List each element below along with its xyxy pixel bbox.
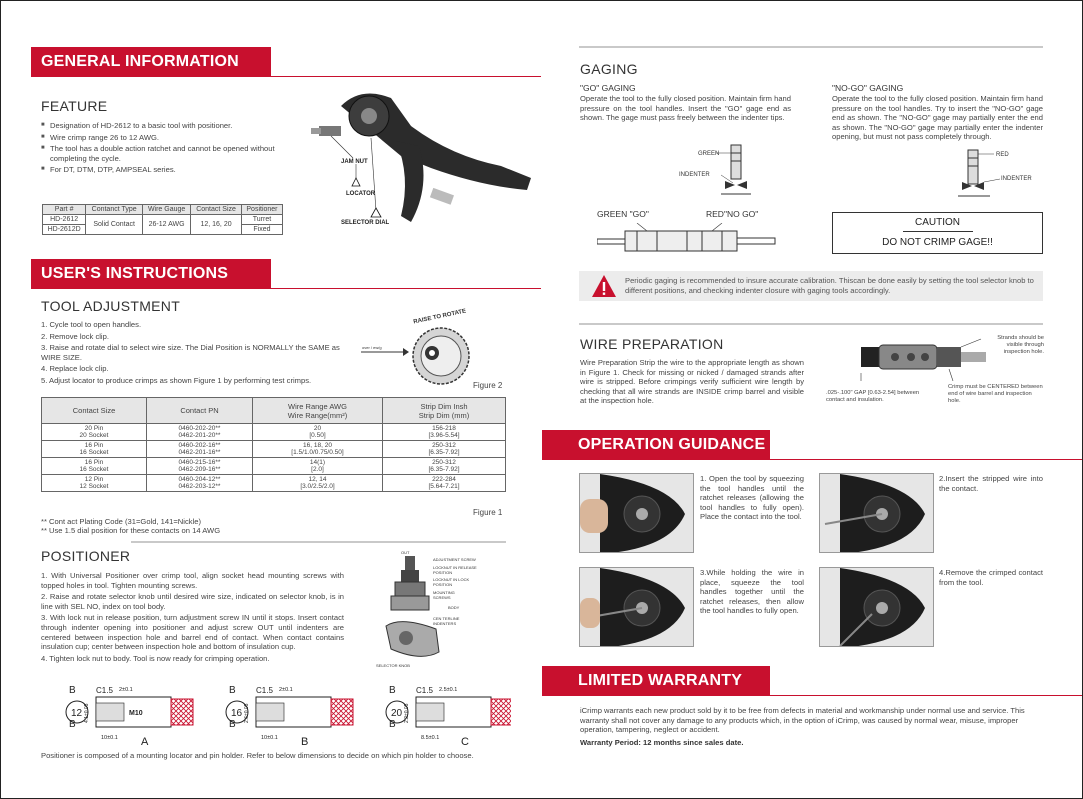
pos-label: ADJUSTMENT SCREW bbox=[433, 557, 476, 562]
feature-title: FEATURE bbox=[41, 98, 108, 114]
pin-holder-drawings bbox=[41, 681, 511, 746]
pos-label: LOCKNUT IN LOCK POSITION bbox=[433, 577, 470, 587]
pin-holder-b bbox=[226, 685, 353, 746]
table-cell: 20 [0.50] bbox=[253, 424, 383, 441]
raise-to-rotate-label: RAISE TO ROTATE bbox=[412, 308, 467, 326]
section-mark: B bbox=[389, 719, 396, 730]
general-information-title: GENERAL INFORMATION bbox=[41, 53, 239, 70]
banner-rule bbox=[770, 695, 1083, 696]
tool-adjustment-steps bbox=[41, 320, 341, 388]
positioner-drawing bbox=[381, 554, 441, 669]
thread-label: M10 bbox=[129, 710, 143, 717]
pin-number: 12 bbox=[71, 708, 83, 719]
step-1-photo bbox=[579, 473, 694, 553]
dial-arrow bbox=[361, 348, 409, 356]
thickness-label: 2.5±0.1 bbox=[439, 687, 458, 693]
banner-rule bbox=[271, 288, 541, 289]
table-cell: HD-2612D bbox=[43, 225, 86, 235]
section-mark: B bbox=[69, 719, 76, 730]
footnote: ** Cont act Plating Code (31=Gold, 141=Nickle) bbox=[41, 517, 201, 526]
crimp-note: Crimp must be CENTERED between end of wire barrel and inspection hole. bbox=[948, 384, 1043, 404]
gaging-notice bbox=[579, 271, 1043, 301]
feature-item: ■ Designation of HD-2612 to a basic tool with positioner. bbox=[41, 121, 286, 131]
general-information-banner bbox=[31, 47, 271, 77]
users-instructions-banner bbox=[31, 259, 271, 289]
pin-number: 20 bbox=[391, 708, 403, 719]
table-header: Contact Size bbox=[191, 205, 242, 215]
adjust-step: 3. Raise and rotate dial to select wire size. The Dial Position is NORMALLY the SAME as WIRE SIZE. bbox=[41, 343, 340, 362]
pin-letter: B bbox=[301, 736, 309, 746]
operation-guidance-banner bbox=[542, 430, 770, 460]
pos-label-out: OUT bbox=[401, 550, 410, 555]
diameter-label: 2.2±0.05 bbox=[404, 703, 410, 723]
table-cell: 0460-204-12** 0462-203-12** bbox=[147, 475, 253, 492]
table-header: Contact PN bbox=[147, 398, 253, 424]
positioner-step: 1. With Universal Positioner over crimp tool, align socket head mounting screws with topped holes in tool. Tighten mounting screws. bbox=[41, 571, 344, 590]
table-cell: 0460-202-16** 0462-201-16** bbox=[147, 441, 253, 458]
table-header: Contanct Type bbox=[86, 205, 143, 215]
warranty-period: Warranty Period: 12 months since sales date. bbox=[580, 738, 744, 747]
limited-warranty-banner bbox=[542, 666, 770, 696]
table-row bbox=[42, 475, 506, 492]
limited-warranty-title: LIMITED WARRANTY bbox=[578, 672, 743, 689]
pin-letter: C bbox=[461, 736, 469, 746]
locator-label: LOCATOR bbox=[346, 191, 376, 197]
table-cell: Solid Contact bbox=[86, 215, 143, 235]
caution-title: CAUTION bbox=[903, 217, 973, 232]
caution-text: DO NOT CRIMP GAGE!! bbox=[882, 237, 993, 248]
section-rule bbox=[579, 46, 1043, 48]
step-4-text: 4.Remove the crimped contact from the tool. bbox=[939, 568, 1043, 587]
step-4-photo bbox=[819, 567, 934, 647]
table-cell: Fixed bbox=[241, 225, 282, 235]
table-header: Positioner bbox=[241, 205, 282, 215]
operation-guidance-title: OPERATION GUIDANCE bbox=[578, 436, 766, 453]
contact-wire-drawing bbox=[851, 331, 991, 381]
red-nogo-label: RED"NO GO" bbox=[706, 209, 759, 219]
adjust-step: 4. Replace lock clip. bbox=[41, 364, 109, 374]
chamfer-label: C1.5 bbox=[96, 686, 113, 695]
table-cell: 26-12 AWG bbox=[143, 215, 191, 235]
step-3-photo bbox=[579, 567, 694, 647]
feature-item: ■ For DT, DTM, DTP, AMPSEAL series. bbox=[41, 165, 286, 175]
caution-box bbox=[832, 212, 1043, 254]
gage-rod-drawing bbox=[597, 223, 777, 259]
step-2-text: 2.Insert the stripped wire into the contact. bbox=[939, 474, 1043, 493]
table-row bbox=[42, 458, 506, 475]
selector-dial-label: SELECTOR DIAL bbox=[341, 220, 390, 226]
table-cell: 222-284 [5.64-7.21] bbox=[383, 475, 506, 492]
table-row bbox=[42, 441, 506, 458]
figure-1-caption: Figure 1 bbox=[473, 508, 503, 517]
table-cell: 250-312 [6.35-7.92] bbox=[383, 458, 506, 475]
diameter-label: 2.6±0.05 bbox=[244, 703, 250, 723]
go-gage-drawing bbox=[691, 141, 761, 201]
diameter-label: 4.1±0.05 bbox=[84, 703, 90, 723]
wire-preparation-title: WIRE PREPARATION bbox=[580, 336, 724, 352]
table-cell: 250-312 [6.35-7.92] bbox=[383, 441, 506, 458]
strands-note: Strands should be visible through inspection hole. bbox=[997, 335, 1044, 355]
go-gaging-text: Operate the tool to the fully closed position. Maintain firm hand pressure on the tool handles. Insert the "GO" gage end as shown. The gage must pass freely between the indenter tips. bbox=[580, 94, 791, 123]
selector-dial-drawing bbox=[406, 319, 476, 389]
section-mark: B bbox=[69, 685, 76, 696]
positioner-step: 4. Tighten lock nut to body. Tool is now ready for crimping operation. bbox=[41, 653, 270, 663]
pos-label: CEN TERLINE INDENTERS bbox=[433, 616, 460, 626]
crimp-tool-drawing bbox=[301, 86, 541, 236]
warning-icon bbox=[591, 274, 617, 298]
dial-arrow-label: over / ew/g bbox=[362, 345, 382, 350]
table-cell: 0460-202-20** 0462-201-20** bbox=[147, 424, 253, 441]
thickness-label: 2±0.1 bbox=[119, 687, 133, 693]
pos-label: MOUNTING SCREWS bbox=[433, 590, 455, 600]
table-cell: Turret bbox=[241, 215, 282, 225]
warranty-text: iCrimp warrants each new product sold by it to be free from defects in material and workmanship under normal use and service. This warranty shall not cover any damage to any products which, in the option of iCrimp, was caused by normal wear, misuse, improper operation, tampering, neglect or accident. bbox=[580, 706, 1025, 735]
table-header: Contact Size bbox=[42, 398, 147, 424]
table-cell: 12 Pin 12 Socket bbox=[42, 475, 147, 492]
table-header: Wire Range AWG Wire Range(mm²) bbox=[253, 398, 383, 424]
pos-label: SELECTOR KNOB bbox=[376, 663, 410, 668]
tool-adjustment-title: TOOL ADJUSTMENT bbox=[41, 298, 181, 314]
chamfer-label: C1.5 bbox=[256, 686, 273, 695]
pin-letter: A bbox=[141, 736, 149, 746]
table-cell: 16 Pin 16 Socket bbox=[42, 458, 147, 475]
feature-item: ■ The tool has a double action ratchet and cannot be opened without completing the cycle. bbox=[41, 144, 286, 163]
nogo-gaging-title: "NO-GO" GAGING bbox=[832, 83, 904, 93]
go-gaging-title: "GO" GAGING bbox=[580, 83, 636, 93]
pin-holder-a bbox=[66, 685, 193, 746]
notice-text: Periodic gaging is recommended to insure accurate calibration. Thiscan be done easily by setting the tool selector knob to different positions, and checking indenter closure with gaging tools accordingly. bbox=[625, 276, 1034, 295]
adjust-step: 1. Cycle tool to open handles. bbox=[41, 320, 142, 329]
step-2-photo bbox=[819, 473, 934, 553]
table-cell: 14(1) [2.0] bbox=[253, 458, 383, 475]
section-mark: B bbox=[389, 685, 396, 696]
length-label: 10±0.1 bbox=[101, 735, 118, 741]
adjust-step: 2. Remove lock clip. bbox=[41, 331, 109, 341]
figure-2-caption: Figure 2 bbox=[473, 381, 503, 390]
table-cell: 0460-215-16** 0462-209-16** bbox=[147, 458, 253, 475]
section-mark: B bbox=[229, 719, 236, 730]
section-rule bbox=[131, 541, 506, 543]
contact-table bbox=[41, 397, 506, 492]
length-label: 10±0.1 bbox=[261, 735, 278, 741]
table-row bbox=[42, 424, 506, 441]
length-label: 8.5±0.1 bbox=[421, 735, 440, 741]
positioner-steps bbox=[41, 571, 344, 665]
pin-holder-c bbox=[386, 685, 511, 746]
table-cell: 16 Pin 16 Socket bbox=[42, 441, 147, 458]
pin-number: 16 bbox=[231, 708, 243, 719]
banner-rule bbox=[271, 76, 541, 77]
green-go-label: GREEN "GO" bbox=[597, 209, 649, 219]
step-3-text: 3.While holding the wire in place, squeeze the tool handles together until the ratchet releases, then allow the tool handles to fully open. bbox=[700, 568, 804, 616]
chamfer-label: C1.5 bbox=[416, 686, 433, 695]
pos-label: BODY bbox=[448, 605, 460, 610]
table-header: Wire Gauge bbox=[143, 205, 191, 215]
part-table bbox=[42, 204, 283, 235]
table-cell: 12, 16, 20 bbox=[191, 215, 242, 235]
positioner-title: POSITIONER bbox=[41, 548, 131, 564]
table-header: Strip Dim Insh Strip Dim (mm) bbox=[383, 398, 506, 424]
green-label: GREEN bbox=[698, 151, 720, 157]
adjust-step: 5. Adjust locator to produce crimps as shown Figure 1 by performing test crimps. bbox=[41, 375, 312, 385]
table-cell: 156-218 [3.96-5.54] bbox=[383, 424, 506, 441]
wire-preparation-text: Wire Preparation Strip the wire to the appropriate length as shown in Figure 1. Check for missing or nicked / damaged strands after wire is stripped. Before crimpings verify sufficient wire length by checking that all wire strands are INSIDE crimp barrel and visible at the inspection hole. bbox=[580, 358, 804, 406]
users-instructions-title: USER'S INSTRUCTIONS bbox=[41, 265, 229, 282]
indenter-label: INDENTER bbox=[679, 172, 710, 178]
table-cell: 16, 18, 20 [1.5/1.0/0.75/0.50] bbox=[253, 441, 383, 458]
footnote: ** Use 1.5 dial position for these contacts on 14 AWG bbox=[41, 526, 221, 535]
table-cell: 12, 14 [3.0/2.5/2.0] bbox=[253, 475, 383, 492]
table-cell: 20 Pin 20 Socket bbox=[42, 424, 147, 441]
jam-nut-label: JAM NUT bbox=[341, 159, 368, 165]
nogo-gaging-text: Operate the tool to the fully closed position. Maintain firm hand pressure on the tool handles. Try to insert the "NO-GO" gage end as shown. The "NO-GO" gage may partially enter the end as shown. The "NO-GO" gage may partially enter the indenter opening, but must not pass completely through. bbox=[832, 94, 1043, 142]
banner-rule bbox=[770, 459, 1083, 460]
pos-label: LOCKNUT IN RELEASE POSITION bbox=[433, 565, 477, 575]
table-header: Part # bbox=[43, 205, 86, 215]
positioner-note: Positioner is composed of a mounting locator and pin holder. Refer to below dimensions to decide on which pin holder to choose. bbox=[41, 751, 474, 760]
indenter-label: INDENTER bbox=[1001, 176, 1032, 182]
thickness-label: 2±0.1 bbox=[279, 687, 293, 693]
section-mark: B bbox=[229, 685, 236, 696]
gaging-title: GAGING bbox=[580, 61, 638, 77]
section-rule bbox=[579, 323, 1043, 325]
red-label: RED bbox=[996, 152, 1009, 158]
positioner-step: 2. Raise and rotate selector knob until desired wire size, indicated on selector knob, is in line with SEL NO, index on tool body. bbox=[41, 592, 344, 611]
feature-list bbox=[41, 121, 286, 177]
positioner-step: 3. With lock nut in release position, turn adjustment screw IN until it stops. Insert contact through indenter opening into positioner and adjust screw OUT until indenters are centered between inspection hole and barrel end of contact. When contact contains insulation cup; center between inspection hole and bottom of insulation cup. bbox=[41, 613, 344, 652]
table-cell: HD-2612 bbox=[43, 215, 86, 225]
gap-note: .025-.100" GAP [0.63-2.54] between contact and insulation. bbox=[826, 390, 920, 403]
step-1-text: 1. Open the tool by squeezing the tool handles until the ratchet releases (allowing the tool handles to fully open). Place the contact into the tool. bbox=[700, 474, 804, 522]
feature-item: ■ Wire crimp range 26 to 12 AWG. bbox=[41, 133, 286, 143]
